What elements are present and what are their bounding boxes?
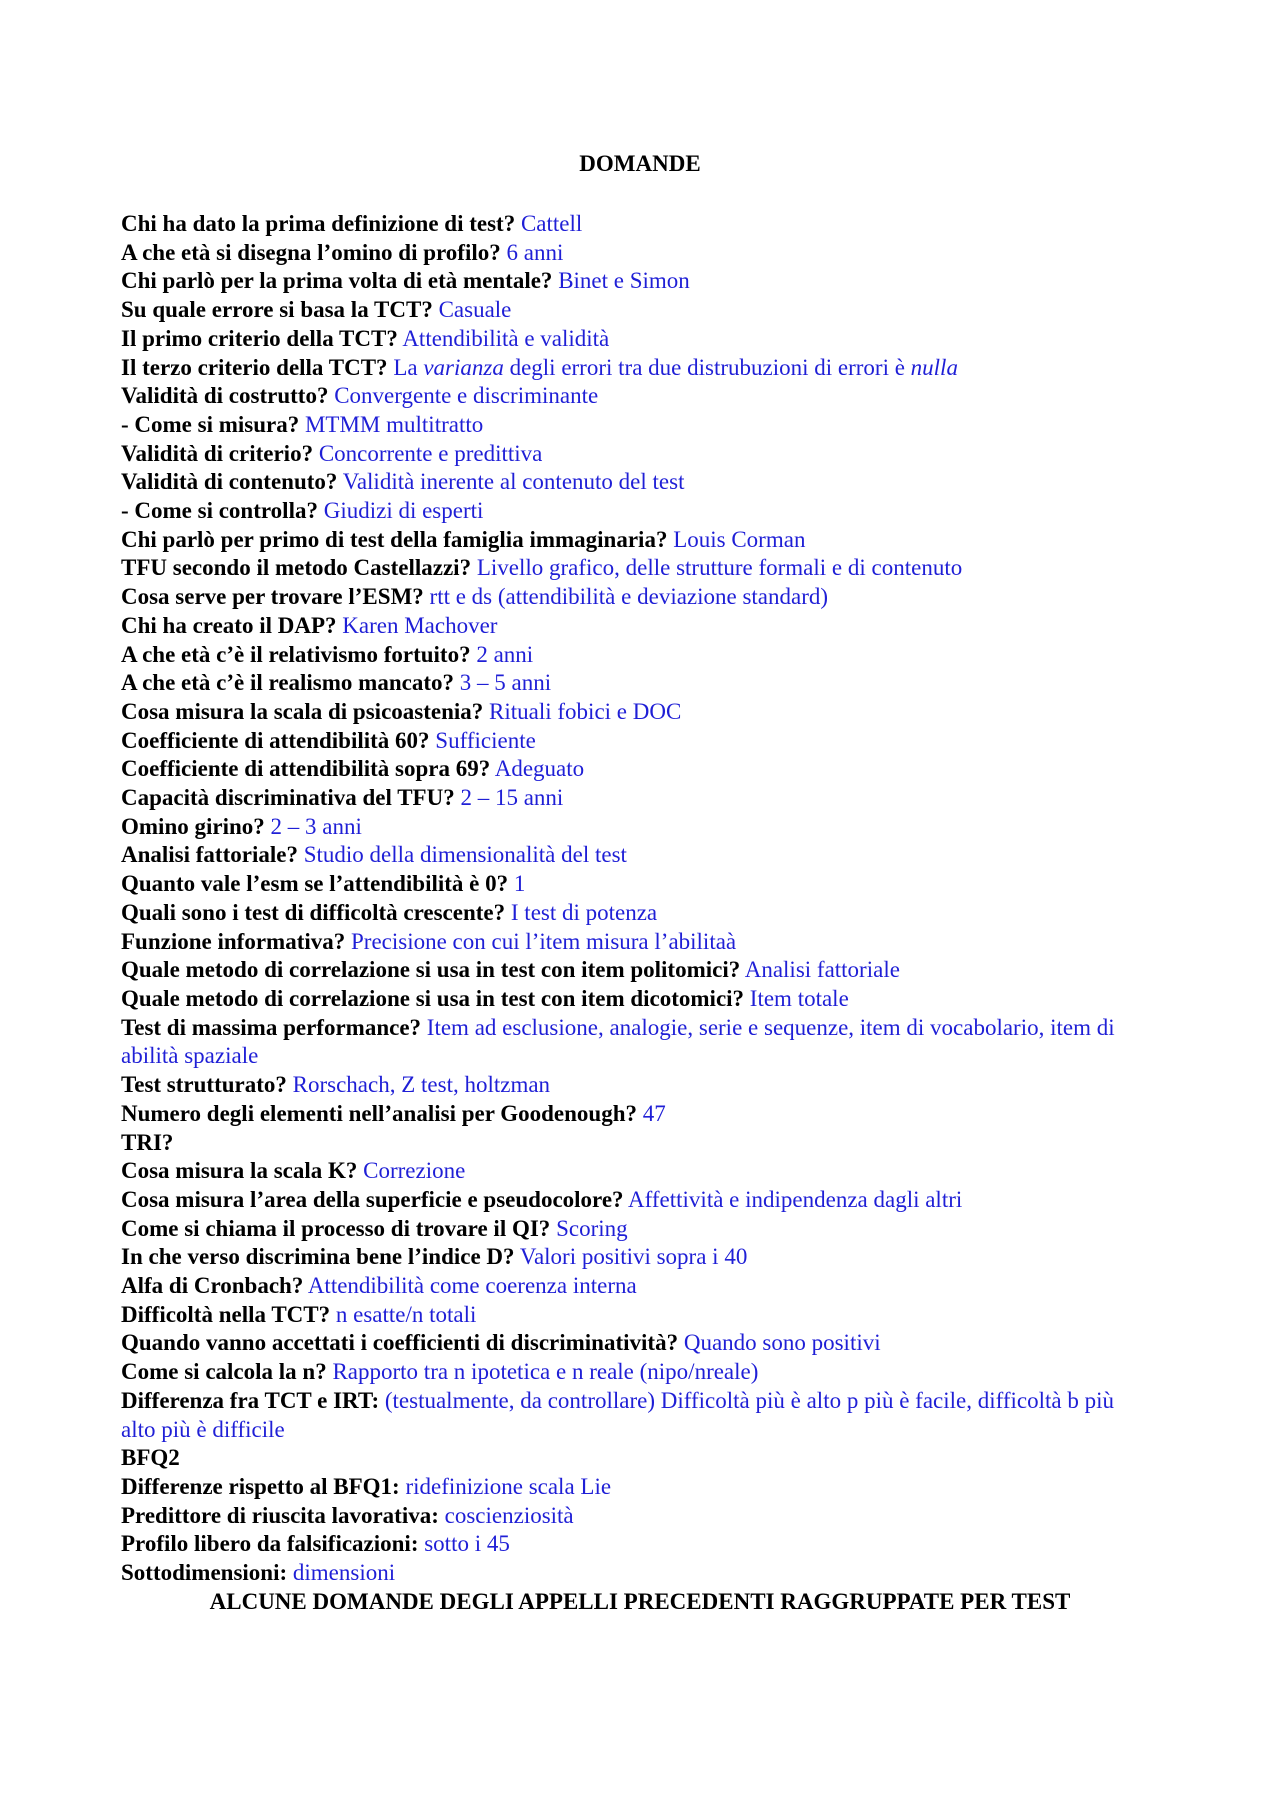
qa-row: [121, 928, 1121, 957]
qa-row: [121, 1444, 1121, 1473]
question-text: Chi parlò per primo di test della famiglia immaginaria?: [121, 526, 668, 552]
qa-row: [121, 354, 1121, 383]
question-text: Sottodimensioni:: [121, 1560, 288, 1586]
qa-row: [121, 468, 1121, 497]
answer-text: MTMM multitratto: [304, 411, 484, 437]
answer-text: Item ad esclusione, analogie, serie e sequenze, item di vocabolario, item di abilità spaziale: [121, 1014, 1115, 1069]
question-text: Numero degli elementi nell’analisi per Goodenough?: [121, 1100, 638, 1126]
qa-row: [121, 382, 1121, 411]
qa-row: [121, 641, 1121, 670]
question-text: Cosa serve per trovare l’ESM?: [121, 584, 424, 610]
qa-row: [121, 755, 1121, 784]
answer-italic: varianza: [423, 354, 504, 380]
question-text: Capacità discriminativa del TFU?: [121, 785, 455, 811]
qa-row: [121, 1530, 1121, 1559]
qa-row: [121, 411, 1121, 440]
qa-row: [121, 841, 1121, 870]
question-text: Coefficiente di attendibilità 60?: [121, 727, 430, 753]
qa-row: [121, 727, 1121, 756]
question-text: Validità di contenuto?: [121, 469, 338, 495]
question-text: TFU secondo il metodo Castellazzi?: [121, 555, 472, 581]
qa-row: [121, 1502, 1121, 1531]
answer-text: Attendibilità come coerenza interna: [307, 1273, 637, 1299]
answer-text: 2 – 3 anni: [270, 813, 362, 839]
qa-row: [121, 1329, 1121, 1358]
page-title: DOMANDE: [579, 151, 701, 176]
answer-text: Convergente e discriminante: [334, 383, 599, 409]
question-text: Differenza fra TCT e IRT:: [121, 1387, 380, 1413]
qa-row: [121, 440, 1121, 469]
question-text: Quale metodo di correlazione si usa in test con item dicotomici?: [121, 985, 745, 1011]
question-text: BFQ2: [121, 1445, 180, 1471]
qa-row: [121, 267, 1121, 296]
qa-row: [121, 612, 1121, 641]
qa-row: [121, 325, 1121, 354]
answer-text: Rapporto tra n ipotetica e n reale (nipo/nreale): [332, 1359, 759, 1385]
question-text: Chi ha dato la prima definizione di test?: [121, 211, 516, 236]
qa-row: [121, 296, 1121, 325]
answer-text: Item totale: [749, 985, 849, 1011]
answer-text: 2 – 15 anni: [460, 785, 564, 811]
question-text: A che età c’è il relativismo fortuito?: [121, 641, 471, 667]
question-text: A che età si disegna l’omino di profilo?: [121, 239, 501, 265]
qa-row: [121, 1157, 1121, 1186]
qa-row: [121, 1014, 1121, 1071]
answer-text: Affettività e indipendenza dagli altri: [628, 1186, 963, 1212]
answer-text: Correzione: [363, 1158, 466, 1184]
answer-text: Adeguato: [494, 756, 585, 782]
qa-row: [121, 1559, 1121, 1588]
qa-row: [121, 985, 1121, 1014]
answer-text: 1: [513, 871, 526, 897]
answer-text: 47: [642, 1100, 666, 1126]
answer-part: La: [393, 354, 424, 380]
qa-row: [121, 669, 1121, 698]
qa-row: [121, 526, 1121, 555]
question-text: Quale metodo di correlazione si usa in test con item politomici?: [121, 957, 741, 983]
answer-text: Analisi fattoriale: [744, 957, 900, 983]
question-text: Alfa di Cronbach?: [121, 1273, 304, 1299]
qa-row: [121, 1243, 1121, 1272]
question-text: Validità di costrutto?: [121, 383, 329, 409]
qa-row: [121, 583, 1121, 612]
answer-part: degli errori tra due distrubuzioni di errori è: [503, 354, 911, 380]
question-text: Come si chiama il processo di trovare il QI?: [121, 1215, 551, 1241]
answer-text: Louis Corman: [673, 526, 806, 552]
answer-text: Precisione con cui l’item misura l’abilitaà: [351, 928, 737, 954]
qa-row: [121, 1071, 1121, 1100]
qa-row: [121, 698, 1121, 727]
question-text: Chi ha creato il DAP?: [121, 612, 337, 638]
answer-text: Concorrente e predittiva: [318, 440, 543, 466]
qa-row: [121, 870, 1121, 899]
answer-text: Scoring: [556, 1215, 628, 1241]
answer-text: Binet e Simon: [558, 268, 690, 294]
question-text: Analisi fattoriale?: [121, 842, 298, 868]
question-text: Come si calcola la n?: [121, 1359, 327, 1385]
question-text: Omino girino?: [121, 813, 265, 839]
qa-row: [121, 1358, 1121, 1387]
answer-text: Valori positivi sopra i 40: [519, 1244, 748, 1270]
question-text: Quali sono i test di difficoltà crescente?: [121, 899, 506, 925]
question-text: Il terzo criterio della TCT?: [121, 354, 388, 380]
question-text: Su quale errore si basa la TCT?: [121, 297, 433, 323]
question-answer-list: [121, 210, 1121, 1588]
answer-text: coscienziosità: [444, 1502, 574, 1528]
question-text: Chi parlò per la prima volta di età mentale?: [121, 268, 553, 294]
question-text: Differenze rispetto al BFQ1:: [121, 1473, 400, 1499]
question-text: Quando vanno accettati i coefficienti di discriminatività?: [121, 1330, 679, 1356]
question-text: Cosa misura la scala K?: [121, 1158, 358, 1184]
question-text: Predittore di riuscita lavorativa:: [121, 1502, 439, 1528]
qa-row: [121, 813, 1121, 842]
answer-text: Rituali fobici e DOC: [489, 698, 682, 724]
answer-text: Casuale: [438, 297, 512, 323]
question-text: Test di massima performance?: [121, 1014, 422, 1040]
question-text: - Come si controlla?: [121, 498, 318, 524]
question-text: Difficoltà nella TCT?: [121, 1301, 331, 1327]
qa-row: [121, 1473, 1121, 1502]
question-text: In che verso discrimina bene l’indice D?: [121, 1244, 515, 1270]
answer-text: I test di potenza: [510, 899, 658, 925]
question-text: - Come si misura?: [121, 411, 300, 437]
question-text: Il primo criterio della TCT?: [121, 325, 398, 351]
qa-row: [121, 554, 1121, 583]
qa-row: [121, 239, 1121, 268]
answer-text: Livello grafico, delle strutture formali e di contenuto: [476, 555, 963, 581]
qa-row: [121, 899, 1121, 928]
answer-text: Karen Machover: [342, 612, 498, 638]
question-text: Test strutturato?: [121, 1072, 287, 1098]
question-text: Profilo libero da falsificazioni:: [121, 1531, 419, 1557]
qa-row: [121, 210, 1121, 239]
qa-row: [121, 1272, 1121, 1301]
question-text: TRI?: [121, 1129, 174, 1155]
answer-text: (testualmente, da controllare) Difficoltà più è alto p più è facile, difficoltà b più alto più è difficile: [121, 1387, 1115, 1442]
qa-row: [121, 1129, 1121, 1158]
question-text: Validità di criterio?: [121, 440, 314, 466]
answer-text: Attendibilità e validità: [402, 325, 610, 351]
answer-text: Cattell: [520, 211, 583, 236]
answer-text: dimensioni: [292, 1560, 396, 1586]
qa-row: [121, 1215, 1121, 1244]
answer-text: Studio della dimensionalità del test: [303, 842, 627, 868]
answer-text: n esatte/n totali: [335, 1301, 477, 1327]
answer-text: sotto i 45: [424, 1531, 510, 1557]
question-text: Cosa misura l’area della superficie e pseudocolore?: [121, 1186, 624, 1212]
answer-text: 3 – 5 anni: [459, 670, 552, 696]
qa-row: [121, 1100, 1121, 1129]
answer-text: ridefinizione scala Lie: [405, 1473, 612, 1499]
answer-text: [393, 355, 958, 380]
answer-text: Giudizi di esperti: [323, 498, 484, 524]
answer-text: 2 anni: [476, 641, 534, 667]
answer-text: rtt e ds (attendibilità e deviazione standard): [429, 584, 829, 610]
qa-row: [121, 784, 1121, 813]
qa-row: [121, 497, 1121, 526]
qa-row: [121, 956, 1121, 985]
question-text: Funzione informativa?: [121, 928, 346, 954]
answer-text: Quando sono positivi: [683, 1330, 881, 1356]
question-text: Cosa misura la scala di psicoastenia?: [121, 698, 484, 724]
answer-text: 6 anni: [506, 239, 564, 265]
qa-row: [121, 1186, 1121, 1215]
question-text: A che età c’è il realismo mancato?: [121, 670, 454, 696]
answer-italic: nulla: [910, 354, 958, 380]
section-heading: ALCUNE DOMANDE DEGLI APPELLI PRECEDENTI RAGGRUPPATE PER TEST: [209, 1589, 1071, 1614]
qa-row: [121, 1301, 1121, 1330]
question-text: Coefficiente di attendibilità sopra 69?: [121, 756, 491, 782]
question-text: Quanto vale l’esm se l’attendibilità è 0?: [121, 871, 509, 897]
qa-row: [121, 1387, 1121, 1444]
answer-text: Validità inerente al contenuto del test: [342, 469, 685, 495]
answer-text: Rorschach, Z test, holtzman: [292, 1072, 551, 1098]
answer-text: Sufficiente: [435, 727, 536, 753]
